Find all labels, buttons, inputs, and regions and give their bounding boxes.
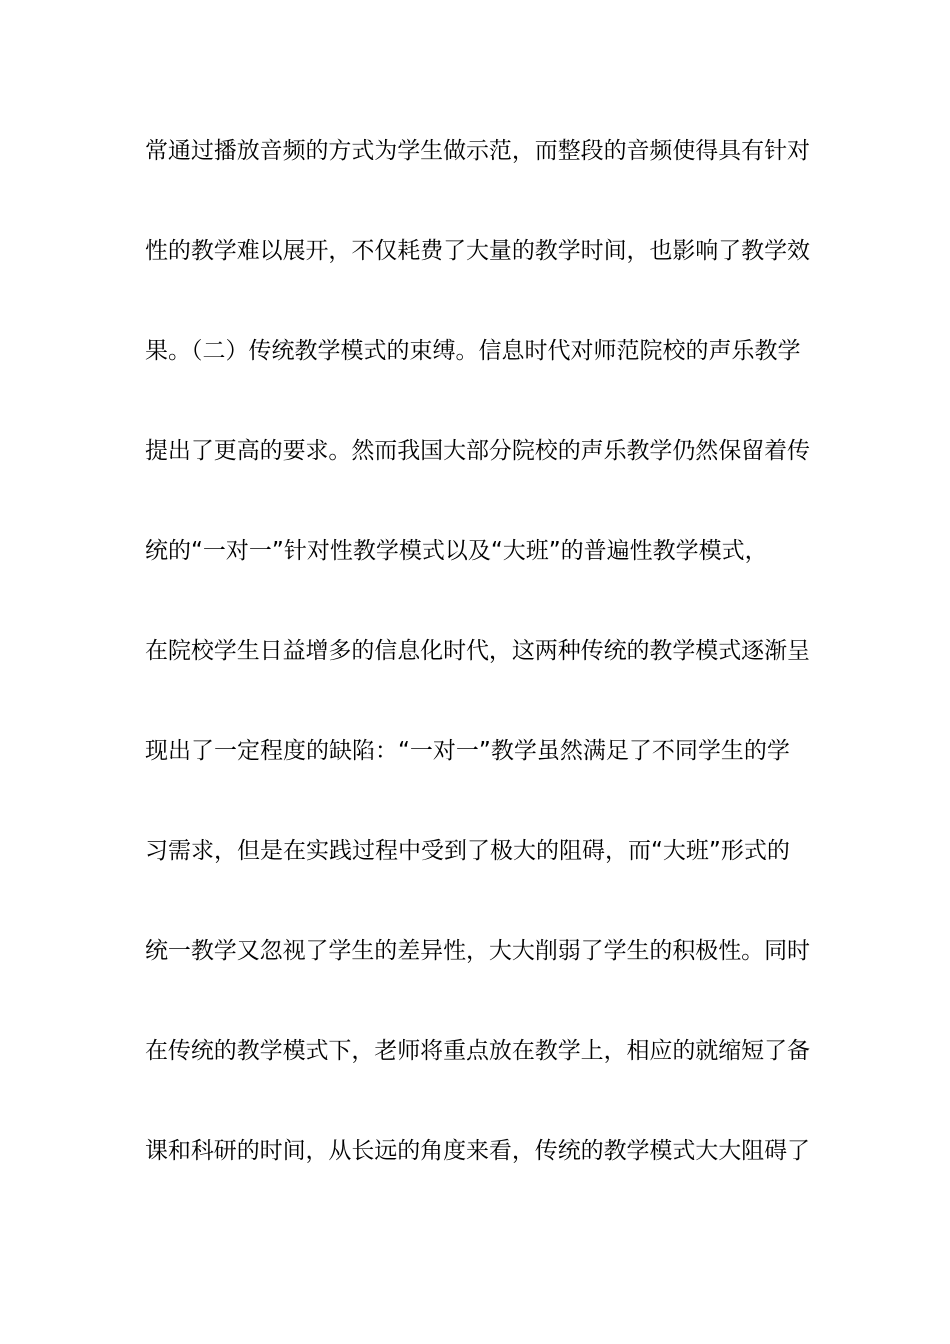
text-line: 统一教学又忽视了学生的差异性，大大削弱了学生的积极性。同时 [145,938,810,964]
text-line: 在传统的教学模式下，老师将重点放在教学上，相应的就缩短了备 [145,1038,810,1064]
text-line: 在院校学生日益增多的信息化时代，这两种传统的教学模式逐渐呈 [145,638,810,664]
text-line: 常通过播放音频的方式为学生做示范，而整段的音频使得具有针对 [145,138,810,164]
text-line: 果。（二）传统教学模式的束缚。信息时代对师范院校的声乐教学 [145,338,801,364]
text-line: 现出了一定程度的缺陷：“一对一”教学虽然满足了不同学生的学 [145,738,790,764]
text-line: 习需求，但是在实践过程中受到了极大的阻碍，而“大班”形式的 [145,838,790,864]
text-line: 课和科研的时间，从长远的角度来看，传统的教学模式大大阻碍了 [145,1138,810,1164]
text-line: 性的教学难以展开，不仅耗费了大量的教学时间，也影响了教学效 [145,238,810,264]
text-line: 提出了更高的要求。然而我国大部分院校的声乐教学仍然保留着传 [145,438,810,464]
text-line: 统的“一对一”针对性教学模式以及“大班”的普遍性教学模式， [145,538,768,564]
